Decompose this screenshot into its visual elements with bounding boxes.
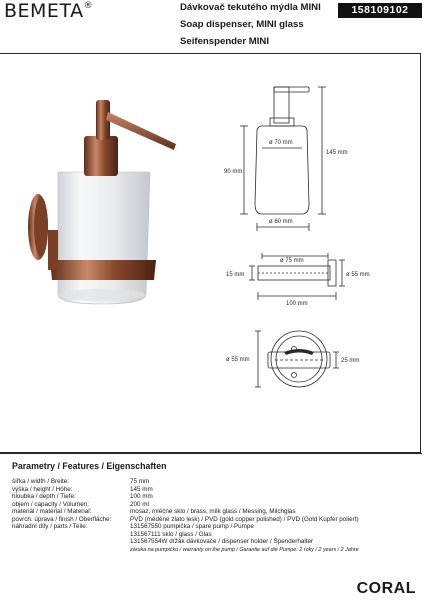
dim-height-total: 145 mm: [326, 150, 348, 156]
brand-logo: [4, 0, 93, 22]
brand-name: BEMETA: [4, 0, 84, 22]
param-row: hloubka / depth / Tiefe: 100 mm: [12, 493, 153, 501]
dim-glass-height: 90 mm: [224, 169, 243, 175]
dim-rosette-front: ø 55 mm: [226, 357, 250, 363]
collection-name: CORAL: [356, 580, 416, 597]
registered-mark: ®: [83, 1, 94, 11]
title-german: Seifenspender MINI: [180, 36, 270, 47]
params-table: [12, 478, 359, 553]
param-row: šířka / width / Breite: 75 mm: [12, 478, 150, 485]
title-english: Soap dispenser, MINI glass: [180, 19, 304, 30]
param-row: materiál / material / Material: mosaz, mléčné sklo / brass, milk glass / Messing, Milchglas: [12, 508, 296, 516]
param-row: povrch. úprava / finish / Oberfläche: PVD (měděné zlato lesk) / PVD (gold copper polished) / PVD (Gold Kupfer poliert): [12, 515, 359, 523]
param-row: 131567554W držák dávkovače / dispenser holder / Spenderhalter: [130, 538, 314, 546]
param-row: objem / capacity / Volumen: 200 ml: [12, 500, 149, 508]
dim-glass-base: ø 60 mm: [269, 219, 293, 225]
dim-depth: 100 mm: [286, 301, 308, 307]
dim-rosette-depth: 25 mm: [341, 358, 360, 364]
title-czech: Dávkovač tekutého mýdla MINI: [180, 2, 321, 13]
product-code: 158109102: [338, 3, 422, 18]
product-photo: [10, 90, 190, 320]
dim-rosette-diameter: ø 55 mm: [346, 272, 370, 278]
param-row: 131567111 sklo / glass / Glas: [130, 530, 212, 538]
param-row: náhradní díly / parts / Teile: 131567550 pumpička / spare pump / Pumpe: [12, 523, 254, 531]
drawing-side-view: [222, 252, 422, 312]
dim-holder-width: ø 75 mm: [280, 258, 304, 264]
divider-line: [0, 453, 422, 454]
param-row: výška / height / Höhe: 145 mm: [12, 485, 153, 493]
drawing-elevation: [222, 84, 422, 234]
warranty-note: záruka na pumpičku / warranty on the pump / Garantie auf die Pumpe: 2 roky / 2 years / 2 Jahre: [130, 546, 359, 553]
drawing-front-view: [222, 326, 422, 398]
params-title: Parametry / Features / Eigenschaften: [12, 461, 167, 471]
dim-holder-height: 15 mm: [226, 272, 245, 278]
dim-glass-top: ø 70 mm: [269, 140, 293, 146]
